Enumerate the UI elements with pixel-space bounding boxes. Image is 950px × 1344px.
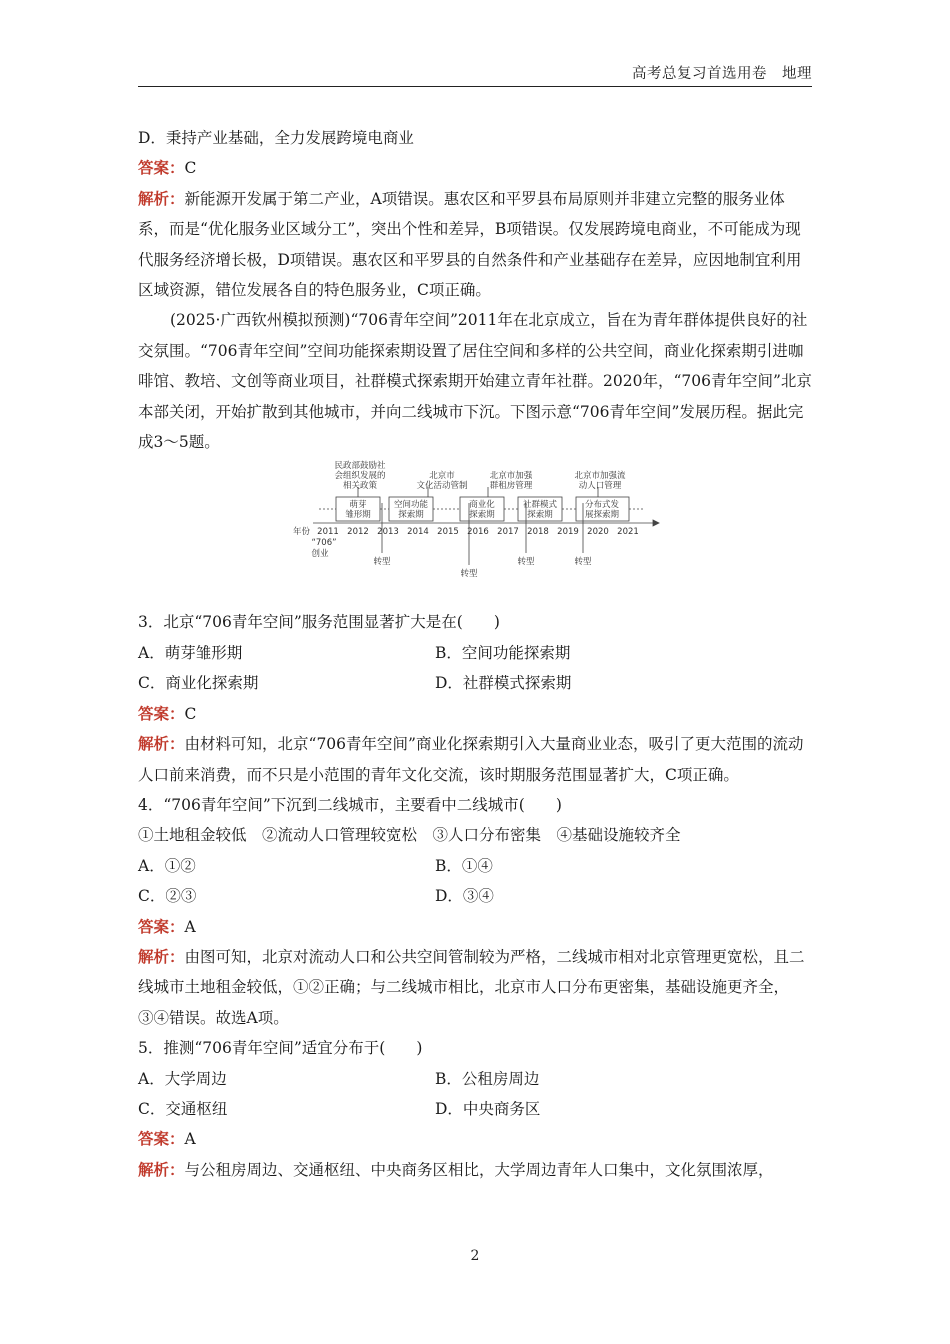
- page-number: 2: [470, 1248, 480, 1264]
- q3-options-row-2: [138, 668, 812, 698]
- q3-option-d: D．社群模式探索期: [435, 674, 572, 693]
- q4-option-a: A．①②: [138, 856, 196, 875]
- year-tick: 2011: [317, 527, 339, 538]
- phase-5-line-1: 分布式发: [584, 500, 620, 511]
- answer-value: C: [184, 159, 197, 178]
- q5-options-row-2: [138, 1094, 812, 1124]
- year-tick: 2020: [587, 527, 609, 538]
- q3-option-b: B．空间功能探索期: [435, 643, 571, 662]
- q4-option-d: D．③④: [435, 887, 494, 906]
- axis-arrow: [653, 520, 659, 526]
- phase-2-line-1: 空间功能: [393, 500, 429, 511]
- answer-label: 答案：: [138, 158, 185, 178]
- phase-1-line-1: 萌芽: [349, 500, 367, 511]
- year-tick: 2016: [467, 527, 489, 538]
- header-rule: [138, 86, 812, 87]
- year-tick: 2021: [617, 527, 639, 538]
- q4-items: ①土地租金较低 ②流动人口管理较宽松 ③人口分布密集 ④基础设施较齐全: [138, 826, 681, 845]
- phase-3-line-1: 商业化: [469, 500, 495, 511]
- timeline-svg: [138, 457, 812, 607]
- q4-option-b: B．①④: [435, 856, 493, 875]
- phase-3-line-2: 探索期: [469, 510, 495, 521]
- policy-1-line-3: 相关政策: [342, 481, 378, 492]
- analysis-text: 由图可知，北京对流动人口和公共空间管制较为严格，二线城市相对北京管理更宽松，且二线城市土地租金较低，①②正确；与二线城市相比，北京市人口分布更密集，基础设施更齐全，③④错误。故选A项。: [138, 947, 805, 1027]
- transition-label-2: 转型: [460, 569, 478, 580]
- q5-stem: 5．推测“706青年空间”适宜分布于( ): [138, 1039, 423, 1058]
- answer-value: A: [184, 917, 196, 936]
- policy-1-line-2: 会组织发展的: [334, 471, 386, 482]
- q5-option-d: D．中央商务区: [435, 1099, 541, 1118]
- policy-3-line-1: 北京市加强: [489, 471, 533, 482]
- policy-2-line-2: 文化活动管制: [416, 481, 468, 492]
- q3-stem: 3．北京“706青年空间”服务范围显著扩大是在( ): [138, 613, 500, 632]
- q4-options-row-1: [138, 851, 812, 881]
- transition-label-4: 转型: [574, 557, 592, 568]
- year-tick: 2013: [377, 527, 399, 538]
- transition-label-1: 转型: [373, 557, 391, 568]
- founding-line-2: 创业: [311, 549, 329, 560]
- answer-label: 答案：: [138, 1129, 185, 1149]
- answer-label: 答案：: [138, 703, 185, 723]
- prev-option-d: D．秉持产业基础，全力发展跨境电商业: [138, 129, 414, 147]
- q4-analysis: [138, 942, 812, 1033]
- answer-value: A: [184, 1130, 196, 1149]
- founding-line-1: “706”: [311, 538, 337, 549]
- q3-options-row-1: [138, 638, 812, 668]
- timeline-figure: [138, 457, 812, 607]
- phase-4-line-1: 社群模式: [522, 500, 558, 511]
- q4-stem: 4．“706青年空间”下沉到二线城市，主要看中二线城市( ): [138, 795, 562, 814]
- transition-label-3: 转型: [517, 557, 535, 568]
- q4-answer: [138, 912, 812, 942]
- q5-option-a: A．大学周边: [138, 1069, 227, 1088]
- policy-2-line-1: 北京市: [429, 471, 455, 482]
- policy-4-line-2: 动人口管理: [578, 481, 622, 492]
- phase-4-line-2: 探索期: [527, 510, 553, 521]
- q5-answer: [138, 1124, 812, 1154]
- year-tick: 2012: [347, 527, 369, 538]
- q3-analysis: [138, 729, 812, 790]
- year-tick: 2019: [557, 527, 579, 538]
- analysis-label: 解析：: [138, 734, 185, 754]
- q3-answer: [138, 699, 812, 729]
- analysis-text: 由材料可知，北京“706青年空间”商业化探索期引入大量商业业态，吸引了更大范围的流动人口前来消费，而不只是小范围的青年文化交流，该时期服务范围显著扩大，C项正确。: [138, 735, 804, 784]
- year-tick: 2017: [497, 527, 519, 538]
- q4-options-row-2: [138, 881, 812, 911]
- analysis-label: 解析：: [138, 1159, 185, 1179]
- analysis-text: 与公租房周边、交通枢纽、中央商务区相比，大学周边青年人口集中，文化氛围浓厚，: [184, 1160, 774, 1179]
- page-content: [138, 123, 812, 1185]
- running-header: 高考总复习首选用卷 地理: [632, 66, 812, 82]
- q5-options-row-1: [138, 1064, 812, 1094]
- policy-4-line-1: 北京市加强流: [574, 471, 626, 482]
- analysis-label: 解析：: [138, 946, 185, 966]
- year-tick: 2014: [407, 527, 429, 538]
- phase-1-line-2: 雏形期: [345, 510, 371, 521]
- answer-value: C: [184, 704, 197, 723]
- year-tick: 2015: [437, 527, 459, 538]
- q5-option-b: B．公租房周边: [435, 1069, 540, 1088]
- material-passage: (2025·广西钦州模拟预测)“706青年空间”2011年在北京成立，旨在为青年群体提供良好的社交氛围。“706青年空间”空间功能探索期设置了居住空间和多样的公共空间，商业化探索期引进咖啡馆、教培、文创等商业项目，社群模式探索期开始建立青年社群。2020年，“706青年空间”北京本部关闭，开始扩散到其他城市，并向二线城市下沉。下图示意“706青年空间”发展历程。据此完成3～5题。: [138, 311, 812, 452]
- policy-1-line-1: 民政部鼓励社: [334, 461, 386, 472]
- axis-label: 年份: [293, 527, 311, 538]
- prev-answer: [138, 153, 812, 183]
- phase-5-line-2: 展探索期: [584, 510, 620, 521]
- q4-option-c: C．②③: [138, 887, 197, 906]
- q3-option-c: C．商业化探索期: [138, 674, 259, 693]
- q5-analysis: [138, 1155, 812, 1185]
- q3-option-a: A．萌芽雏形期: [138, 643, 243, 662]
- analysis-text: 新能源开发属于第二产业，A项错误。惠农区和平罗县布局原则并非建立完整的服务业体系，而是“优化服务业区域分工”，突出个性和差异，B项错误。仅发展跨境电商业，不可能成为现代服务经济增长极，D项错误。惠农区和平罗县的自然条件和产业基础存在差异，应因地制宜利用区域资源，错位发展各自的特色服务业，C项正确。: [138, 189, 802, 300]
- year-tick: 2018: [527, 527, 549, 538]
- prev-analysis: [138, 184, 812, 306]
- phase-2-line-2: 探索期: [398, 510, 424, 521]
- policy-3-line-2: 群租房管理: [489, 481, 533, 492]
- q5-option-c: C．交通枢纽: [138, 1099, 228, 1118]
- analysis-label: 解析：: [138, 188, 185, 208]
- answer-label: 答案：: [138, 916, 185, 936]
